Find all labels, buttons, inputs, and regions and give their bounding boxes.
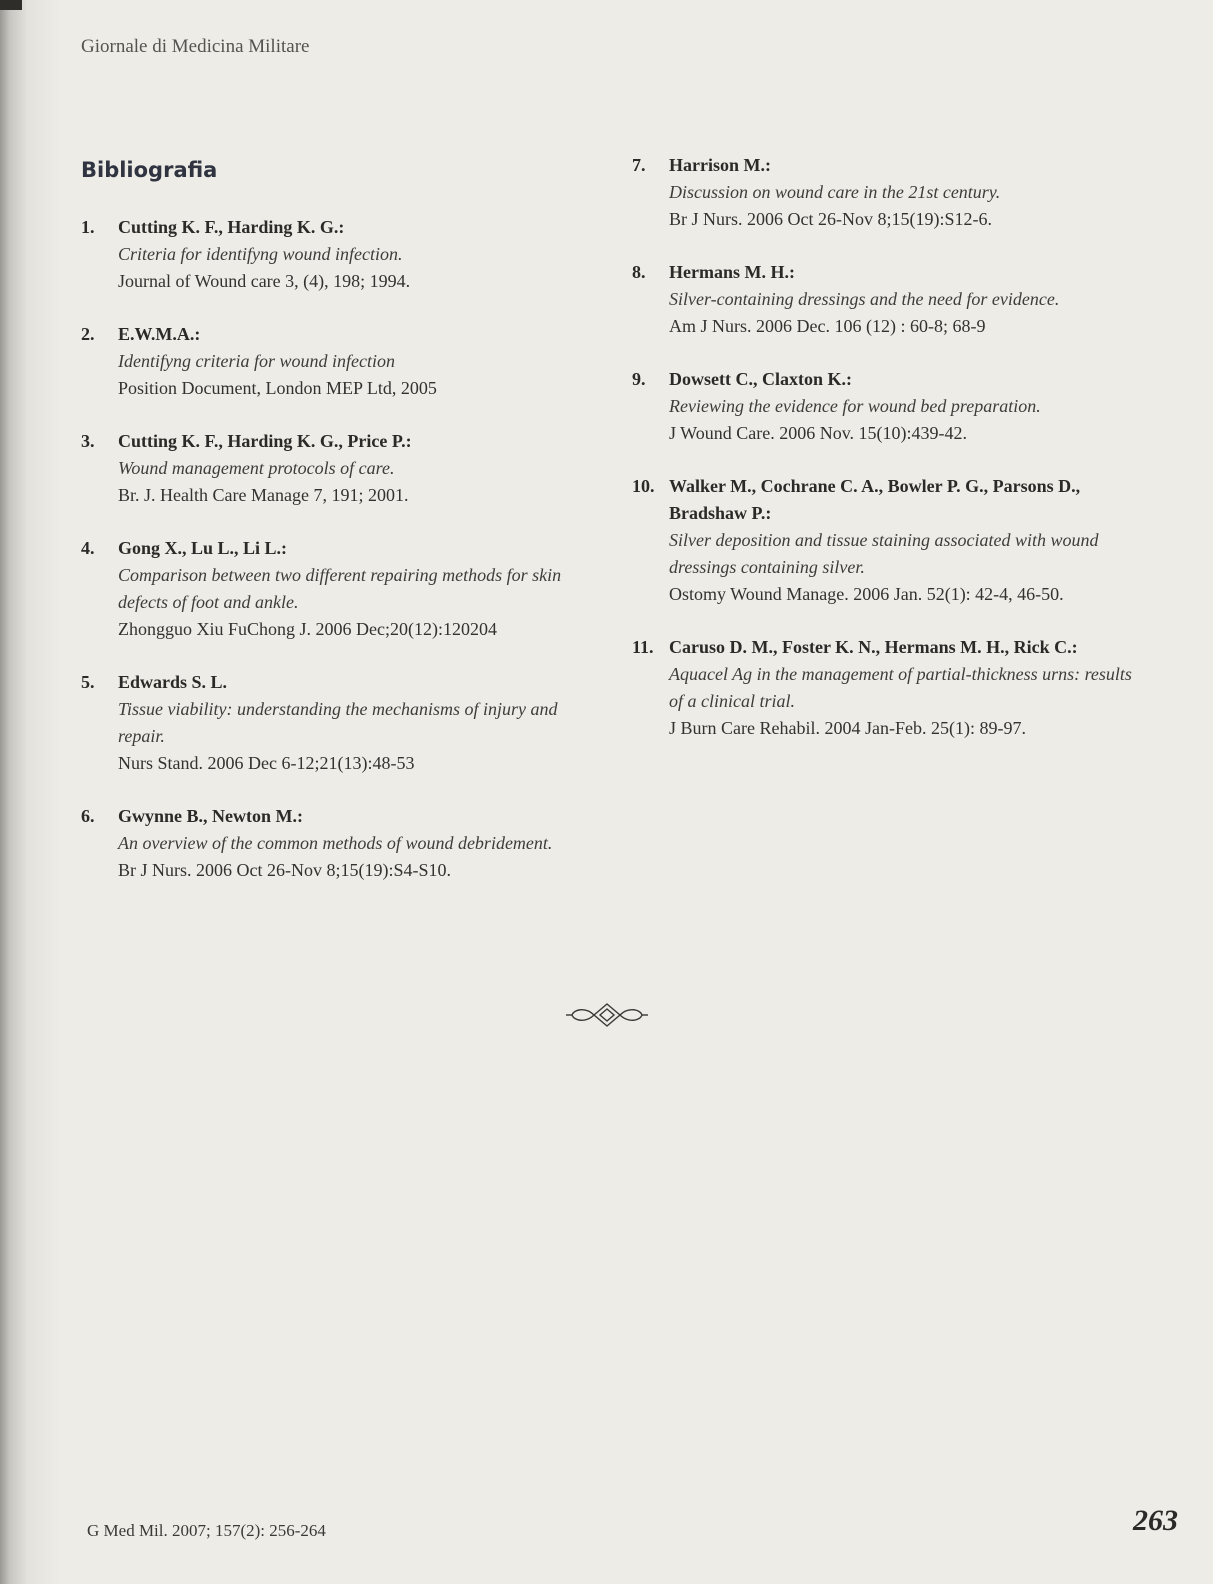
section-end-ornament	[562, 1002, 652, 1033]
reference-source: J Wound Care. 2006 Nov. 15(10):439-42.	[669, 423, 968, 443]
reference-authors: Hermans M. H.:	[669, 262, 795, 282]
reference-source: Position Document, London MEP Ltd, 2005	[118, 378, 437, 398]
reference-source: Br J Nurs. 2006 Oct 26-Nov 8;15(19):S12-6.	[669, 209, 992, 229]
reference-source: Ostomy Wound Manage. 2006 Jan. 52(1): 42-4, 46-50.	[669, 584, 1064, 604]
reference-authors: E.W.M.A.:	[118, 324, 201, 344]
reference-item	[632, 634, 1132, 742]
reference-number: 4.	[81, 538, 95, 558]
reference-title: Comparison between two different repairing methods for skin defects of foot and ankle.	[118, 565, 562, 612]
reference-title: Wound management protocols of care.	[118, 458, 395, 478]
reference-source: Nurs Stand. 2006 Dec 6-12;21(13):48-53	[118, 753, 415, 773]
page-number: 263	[1133, 1504, 1178, 1537]
reference-number: 7.	[632, 155, 646, 175]
reference-item	[632, 473, 1132, 608]
reference-source: Br. J. Health Care Manage 7, 191; 2001.	[118, 485, 409, 505]
reference-authors: Gong X., Lu L., Li L.:	[118, 538, 288, 558]
reference-authors: Dowsett C., Claxton K.:	[669, 369, 852, 389]
reference-number: 1.	[81, 217, 95, 237]
reference-title: Silver deposition and tissue staining associated with wound dressings containing silver.	[669, 530, 1099, 577]
reference-authors: Gwynne B., Newton M.:	[118, 806, 303, 826]
reference-item	[632, 366, 1132, 447]
reference-title: An overview of the common methods of wound debridement.	[118, 833, 553, 853]
scan-corner	[0, 0, 22, 10]
reference-authors: Harrison M.:	[669, 155, 771, 175]
reference-item	[81, 428, 581, 509]
binding-shadow	[0, 0, 60, 1584]
reference-source: Am J Nurs. 2006 Dec. 106 (12) : 60-8; 68-9	[669, 316, 986, 336]
footer-citation: G Med Mil. 2007; 157(2): 256-264	[87, 1521, 326, 1540]
reference-item	[81, 535, 581, 643]
reference-source: Journal of Wound care 3, (4), 198; 1994.	[118, 271, 411, 291]
reference-item	[81, 803, 581, 884]
reference-number: 11.	[632, 637, 654, 657]
reference-number: 5.	[81, 672, 95, 692]
reference-item	[632, 259, 1132, 340]
reference-authors: Caruso D. M., Foster K. N., Hermans M. H., Rick C.:	[669, 637, 1078, 657]
reference-title: Discussion on wound care in the 21st century.	[669, 182, 1001, 202]
reference-authors: Edwards S. L.	[118, 672, 228, 692]
reference-title: Criteria for identifyng wound infection.	[118, 244, 403, 264]
reference-number: 9.	[632, 369, 646, 389]
reference-source: Br J Nurs. 2006 Oct 26-Nov 8;15(19):S4-S10.	[118, 860, 451, 880]
reference-title: Silver-containing dressings and the need for evidence.	[669, 289, 1060, 309]
reference-title: Identifyng criteria for wound infection	[118, 351, 395, 371]
reference-number: 10.	[632, 476, 655, 496]
running-head: Giornale di Medicina Militare	[81, 36, 310, 57]
reference-title: Tissue viability: understanding the mechanisms of injury and repair.	[118, 699, 558, 746]
reference-source: Zhongguo Xiu FuChong J. 2006 Dec;20(12):120204	[118, 619, 497, 639]
reference-authors: Cutting K. F., Harding K. G.:	[118, 217, 345, 237]
reference-item	[632, 152, 1132, 233]
reference-number: 6.	[81, 806, 95, 826]
reference-source: J Burn Care Rehabil. 2004 Jan-Feb. 25(1): 89-97.	[669, 718, 1026, 738]
reference-number: 3.	[81, 431, 95, 451]
reference-authors: Walker M., Cochrane C. A., Bowler P. G., Parsons D., Bradshaw P.:	[669, 476, 1081, 523]
reference-authors: Cutting K. F., Harding K. G., Price P.:	[118, 431, 412, 451]
reference-title: Aquacel Ag in the management of partial-thickness urns: results of a clinical trial.	[669, 664, 1132, 711]
reference-item	[81, 214, 581, 295]
reference-number: 2.	[81, 324, 95, 344]
reference-title: Reviewing the evidence for wound bed preparation.	[669, 396, 1041, 416]
reference-item	[81, 321, 581, 402]
reference-item	[81, 669, 581, 777]
references-right-column	[632, 152, 1132, 768]
references-left-column	[81, 214, 581, 910]
reference-number: 8.	[632, 262, 646, 282]
section-title: Bibliografia	[81, 158, 218, 182]
